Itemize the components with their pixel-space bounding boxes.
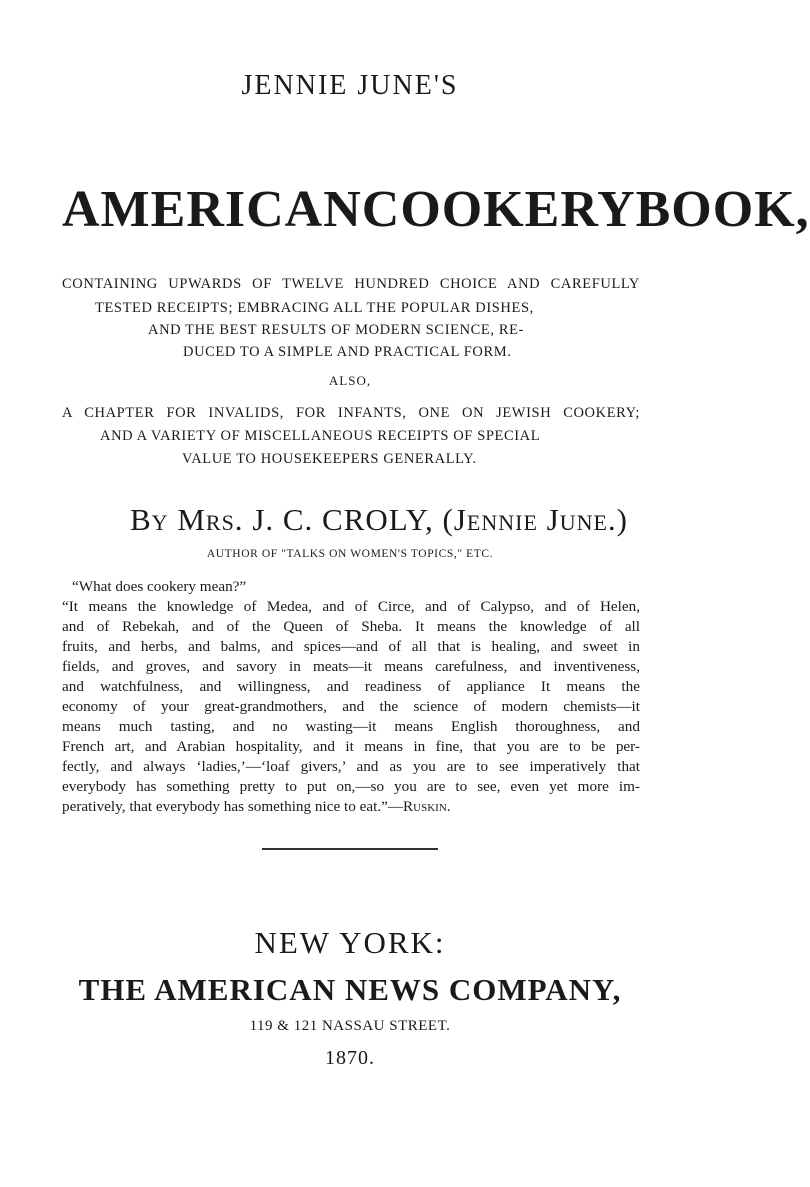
divider-rule	[262, 848, 438, 850]
author-possessive: JENNIE JUNE'S	[241, 70, 459, 101]
main-title	[62, 180, 810, 239]
quotation-line: fields, and groves, and savory in meats—it means carefulness, and inventiveness,	[62, 658, 640, 675]
title-word: COOKERY	[361, 181, 636, 238]
byline	[130, 502, 628, 538]
title-word: BOOK,	[635, 181, 810, 238]
chapter-line: VALUE TO HOUSEKEEPERS GENERALLY.	[182, 451, 477, 467]
quotation-line: French art, and Arabian hospitality, and it means in fine, that you are to be per-	[62, 738, 640, 755]
quotation-line: and watchfulness, and willingness, and readiness of appliance It means the	[62, 678, 640, 695]
subtitle-line: CONTAINING UPWARDS OF TWELVE HUNDRED CHOICE AND CAREFULLY	[62, 276, 640, 292]
imprint-address: 119 & 121 NASSAU STREET.	[249, 1018, 451, 1034]
quotation-line: and of Rebekah, and of the Queen of Sheba. It means the knowledge of all	[62, 618, 640, 635]
subtitle-line: AND THE BEST RESULTS OF MODERN SCIENCE, RE-	[148, 322, 524, 338]
chapter-line: A CHAPTER FOR INVALIDS, FOR INFANTS, ONE ON JEWISH COOKERY;	[62, 405, 640, 421]
quotation-line: fectly, and always ‘ladies,’—‘loaf givers,’ and as you are to see imperatively that	[62, 758, 640, 775]
quotation-line: “It means the knowledge of Medea, and of Circe, and of Calypso, and of Helen,	[62, 598, 640, 615]
quotation-line: peratively, that everybody has something nice to eat.”—	[62, 798, 404, 815]
imprint-publisher: THE AMERICAN NEWS COMPANY,	[78, 972, 622, 1007]
quotation-attribution: Ruskin.	[403, 798, 451, 815]
quotation-line: “What does cookery mean?”	[72, 578, 247, 595]
author-pseudonym: (Jennie June.)	[442, 502, 628, 537]
quotation-line: fruits, and herbs, and balms, and spices—and of all that is healing, and sweet in	[62, 638, 640, 655]
byline-by: By	[130, 502, 169, 537]
author-of-line: AUTHOR OF "TALKS ON WOMEN'S TOPICS," ETC.	[206, 548, 494, 560]
quotation-last-line	[62, 797, 640, 817]
subtitle-line: DUCED TO A SIMPLE AND PRACTICAL FORM.	[183, 344, 512, 360]
quotation-line: economy of your great-grandmothers, and the science of modern chemists—it	[62, 698, 640, 715]
imprint-year: 1870.	[325, 1047, 375, 1069]
imprint-city: NEW YORK:	[254, 925, 446, 960]
also-label: ALSO,	[328, 373, 372, 388]
subtitle-line: TESTED RECEIPTS; EMBRACING ALL THE POPULAR DISHES,	[95, 300, 534, 316]
byline-mrs: Mrs.	[177, 502, 244, 537]
quotation-line: means much tasting, and no wasting—it means English thoroughness, and	[62, 718, 640, 735]
author-name: J. C. CROLY,	[252, 502, 434, 537]
quotation-line: everybody has something pretty to put on,—so you are to see, even yet more im-	[62, 778, 640, 795]
title-word: AMERICAN	[62, 181, 362, 238]
chapter-line: AND A VARIETY OF MISCELLANEOUS RECEIPTS OF SPECIAL	[100, 428, 541, 444]
